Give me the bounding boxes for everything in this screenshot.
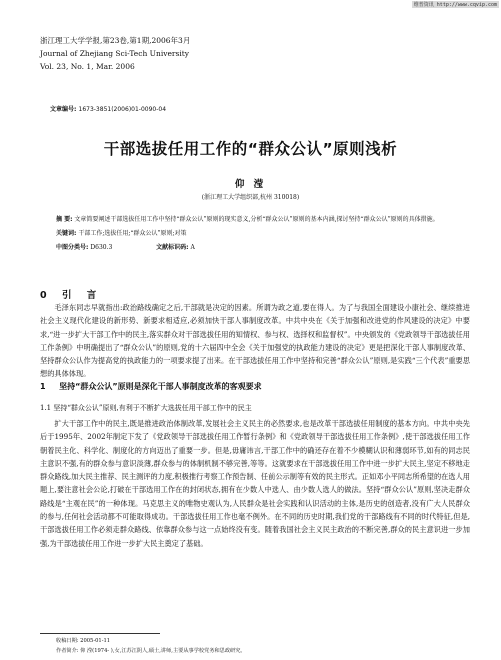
- section-1-1-body: [40, 417, 470, 550]
- section-1-title: 坚持“群众公认”原则是深化干部人事制度改革的客观要求: [59, 382, 262, 391]
- doc-code-label: 文献标识码:: [156, 244, 189, 251]
- clc-label: 中图分类号:: [56, 244, 89, 251]
- keywords-label: 关键词:: [56, 230, 77, 237]
- author-name: 仰 滢: [234, 179, 267, 190]
- section-0-heading: [40, 287, 102, 301]
- clc-value: D630.3: [90, 244, 113, 251]
- article-id: [50, 104, 166, 113]
- author-bio: [56, 646, 246, 656]
- journal-volume: Vol. 23, No. 1, Mar. 2006: [40, 62, 135, 71]
- abstract-block: [56, 213, 456, 255]
- journal-name-cn: 浙江理工大学学报,第23卷,第1期,2006年3月: [40, 36, 191, 45]
- author-bio-label: 作者简介:: [56, 648, 79, 654]
- abstract: [56, 213, 456, 227]
- article-id-value: 1673-3851(2006)01-0090-04: [78, 106, 167, 113]
- received-date: [56, 636, 246, 646]
- keywords: [56, 227, 456, 241]
- intro-section: [40, 301, 470, 381]
- doc-code-value: A: [190, 244, 195, 251]
- abstract-text: 文章简要阐述干部选拔任用工作中坚持“群众公认”原则的现实意义,分析“群众公认”原则的基本内涵,探讨坚持“群众公认”原则的具体措施。: [74, 216, 439, 223]
- section-1-heading: [40, 381, 262, 392]
- author-affiliation: (浙江理工大学组织部,杭州 310018): [201, 194, 300, 201]
- article-id-label: 文章编号:: [50, 106, 77, 113]
- received-label: 收稿日期:: [56, 638, 79, 644]
- body-paragraph: 扩大干部工作中的民主,既是推进政治体制改革,发展社会主义民主的必然要求,也是改革干部选拔任用制度的基本方向。中共中央先后于1995年、2002年制定下发了《党政领导干部选拔任用工作暂行条例》和《党政领导干部选拔任用工作条例》,使干部选拔任用工作朝着民主化、科学化、制度化的方向迈出了重要一步。但是,毋庸讳言,干部工作中的确还存在着不少模糊认识和薄弱环节,如有的同志民主意识不强,有的群众参与意识淡薄,群众参与的体制机制不够完善,等等。这就要求在干部选拔任用工作中进一步扩大民主,坚定不移地走群众路线,加大民主推荐、民主测评的力度,积极推行考察工作预告制、任前公示制等有效的民主形式。正如邓小平同志所希望的在选人用题上,要注意社会公论,打破在干部选用工作在的封闭状态,拥有在少数人中选人、由少数人选人的做法。坚持“群众公认”原则,坚决走群众路线是“主观在民”的一种体现。马克思主义的唯物史观认为,人民群众是社会实践和认识活动的主体,是历史的创造者,没有广大人民群众的参与,任何社会活动都不可能取得成功。干部选拔任用工作也毫不例外。在不同的历史时期,我们党的干部路线有不同的时代特征,但是,干部选拔任用工作必须走群众路线、依靠群众参与这一点始终没有变。随着我国社会主义民主政治的不断完善,群众的民主意识进一步加强,为干部选拔任用工作进一步扩大民主奠定了基础。: [40, 419, 470, 548]
- classification: [56, 241, 456, 255]
- journal-name-en: Journal of Zhejiang Sci-Tech University: [40, 49, 189, 58]
- intro-paragraph: 毛泽东同志早就指出:政治路线确定之后,干部就是决定的因素。所谓为政之道,要在得人。为了与我国全面建设小康社会、继续推进社会主义现代化建设的新形势、新要求相适应,必须加快干部人事制度改革。中共中央在《关于加强和改进党的作风建设的决定》中要求,“进一步扩大干部工作中的民主,落实群众对干部选拔任用的知情权、参与权、选择权和监督权”。中央颁发的《党政领导干部选拔任用工作条例》中明确提出了“群众公认”的原则,党的十六届四中全会《关于加强党的执政能力建设的决定》更是把深化干部人事制度改革、坚持群众公认作为提高党的执政能力的一项要求提了出来。在干部选拔任用工作中坚持和完善“群众公认”原则,是实践“三个代表”重要思想的具体体现。: [40, 303, 470, 379]
- journal-header: [40, 34, 190, 73]
- keywords-text: 干部工作;选拔任用;“群众公认”原则;对策: [78, 230, 187, 237]
- footnote-rule: [40, 633, 160, 634]
- footnote: [56, 636, 246, 656]
- received-value: 2005-01-11: [80, 638, 111, 644]
- abstract-label: 摘 要:: [56, 216, 73, 223]
- author-bio-text: 仰 滢(1974- ),女,江苏江阴人,硕士,讲师,主要从事学校党务和思政研究。: [80, 648, 246, 654]
- section-0-title: 引 言: [61, 290, 103, 301]
- watermark: 维普资讯 http://www.cqvip.com: [413, 2, 497, 8]
- section-1-1-heading: 1.1 坚持“群众公认”原则,有利于不断扩大选拔任用干部工作中的民主: [40, 404, 252, 412]
- section-1-num: 1: [40, 382, 46, 391]
- section-0-num: 0: [40, 290, 53, 301]
- paper-title: 干部选拔任用工作的“群众公认”原则浅析: [103, 140, 398, 158]
